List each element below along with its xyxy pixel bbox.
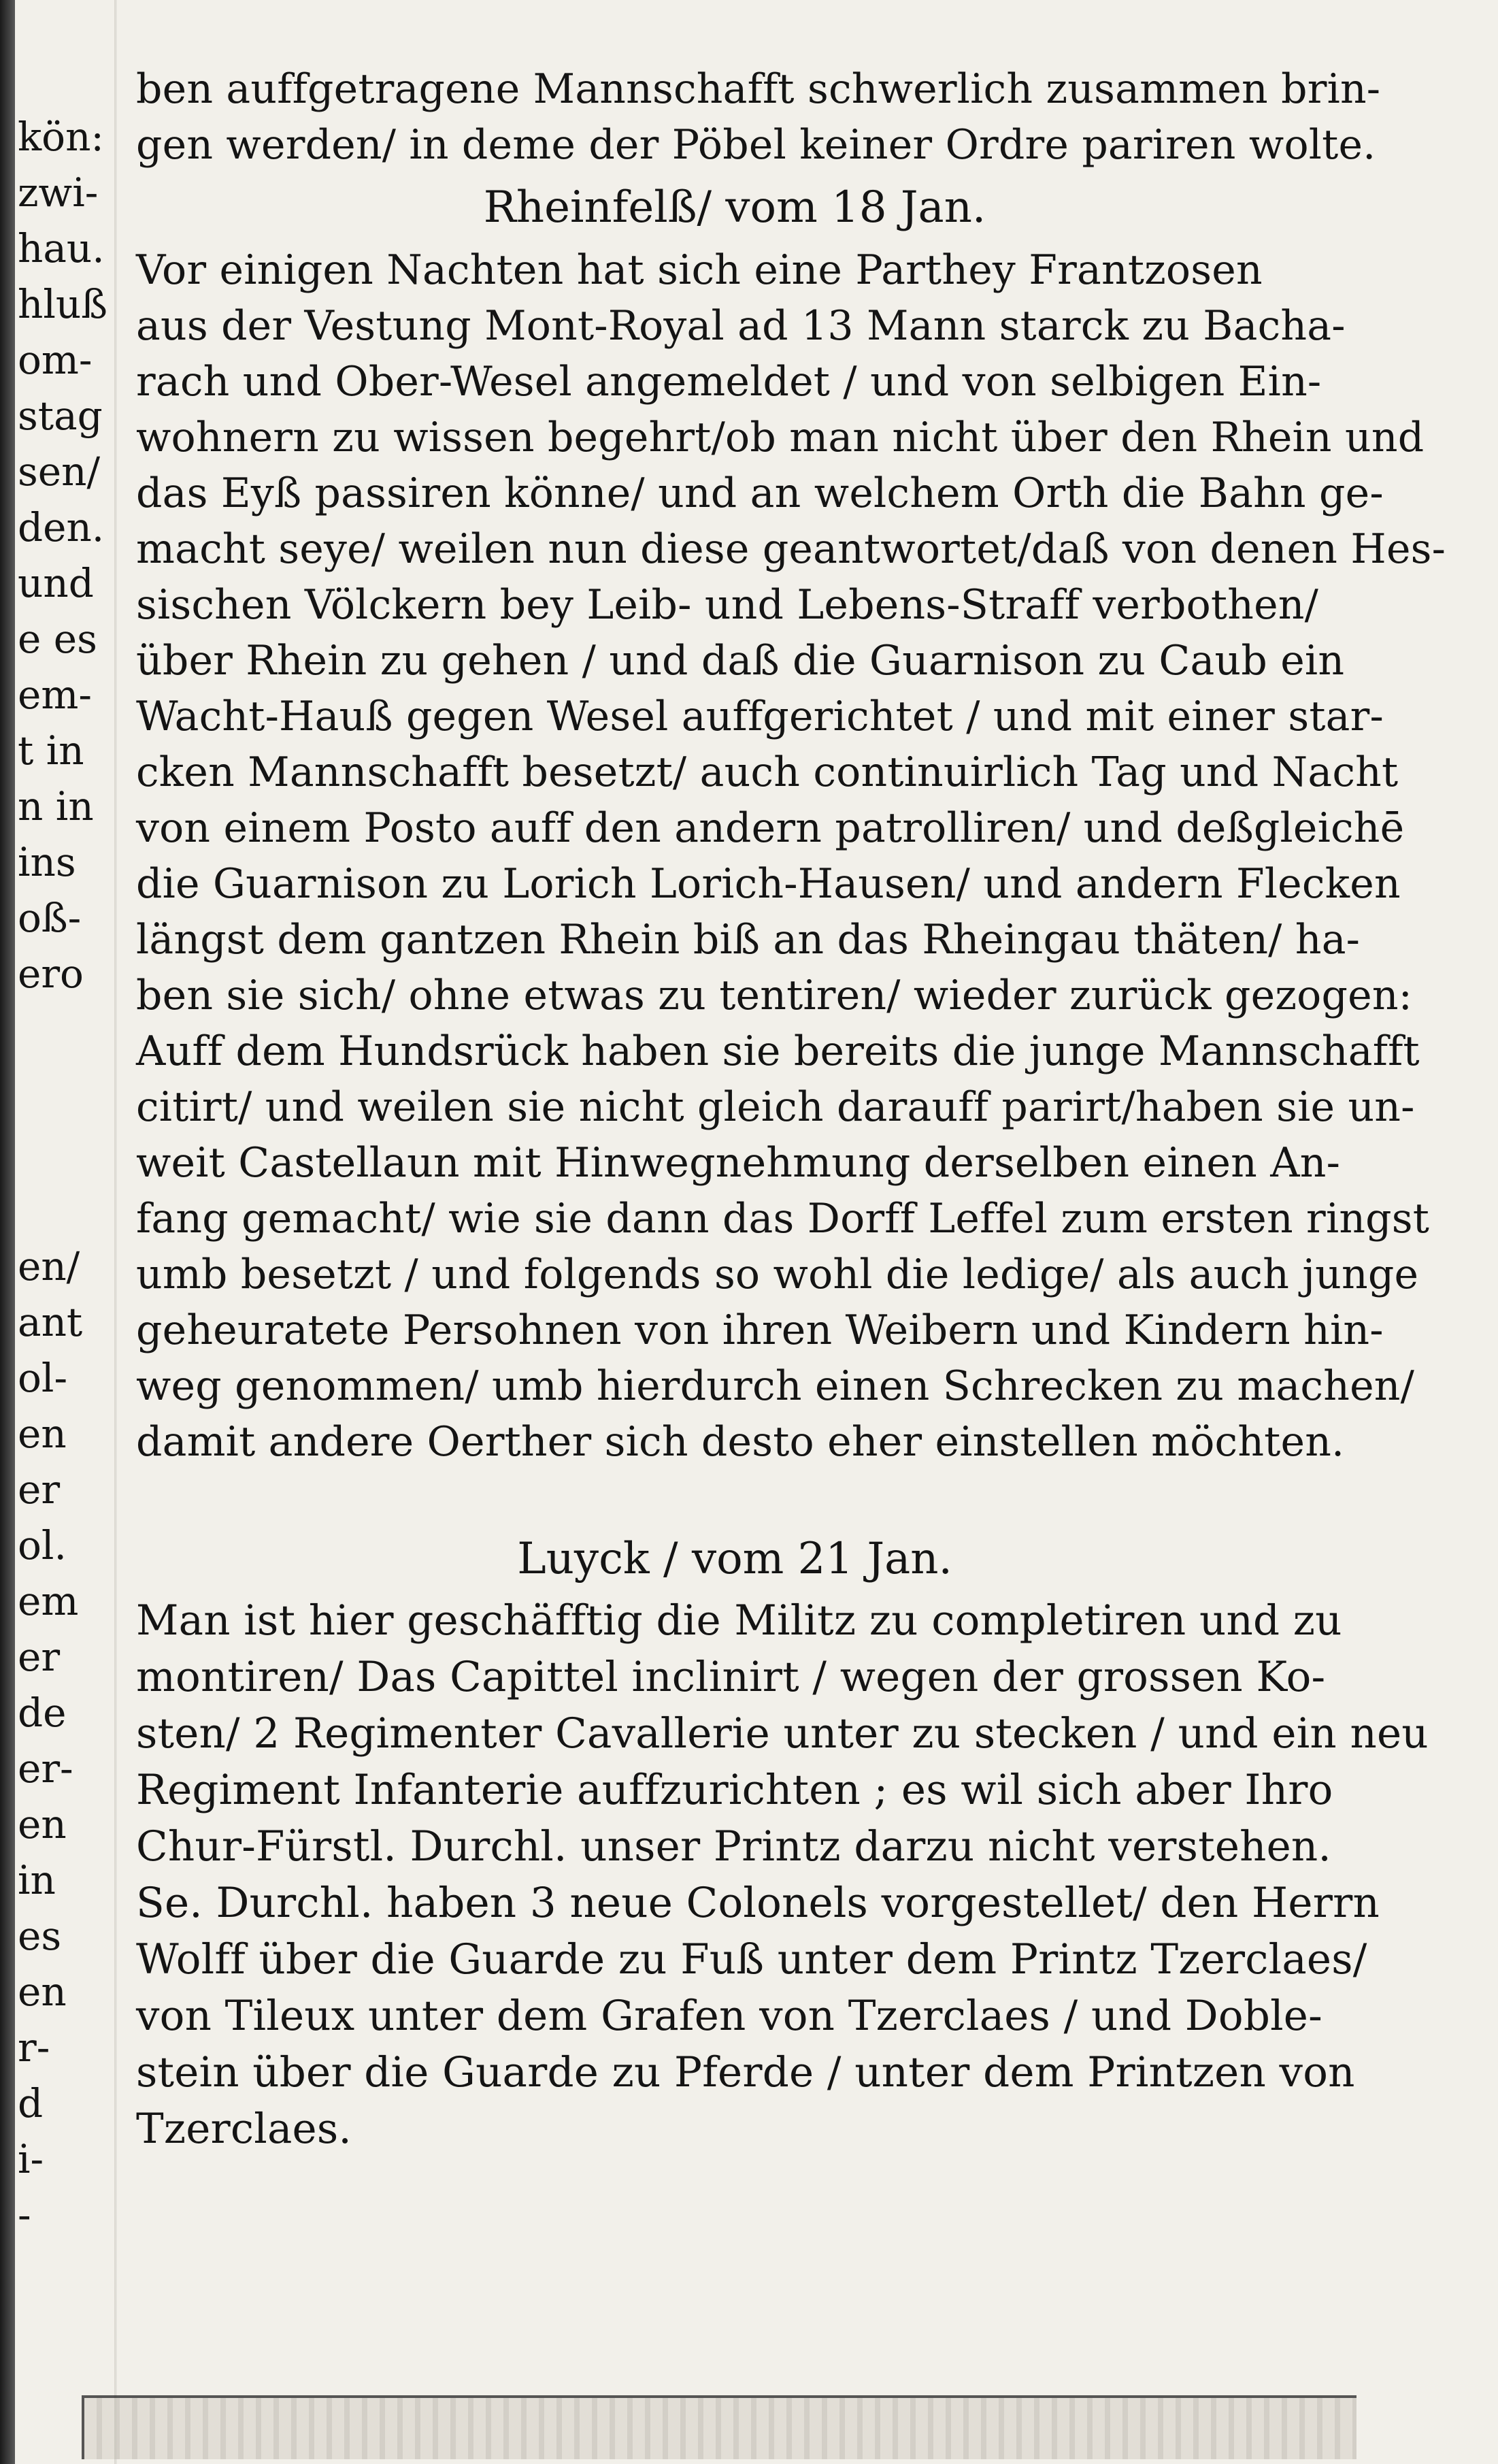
text-line: das Eyß passiren könne/ und an welchem Orth die Bahn ge- xyxy=(136,470,1384,517)
column-fragment: ol- xyxy=(18,1355,68,1401)
text-line: Se. Durchl. haben 3 neue Colonels vorgestellet/ den Herrn xyxy=(136,1879,1380,1927)
column-fragment: oß- xyxy=(18,895,82,941)
text-line: weit Castellaun mit Hinwegnehmung derselben einen An- xyxy=(136,1139,1341,1187)
text-line: Chur-Fürstl. Durchl. unser Printz darzu nicht verstehen. xyxy=(136,1822,1331,1871)
fragment-gap xyxy=(18,1002,113,1238)
adjacent-column-fragments xyxy=(18,109,113,2243)
text-line: Tzerclaes. xyxy=(136,2105,352,2153)
text-line: die Guarnison zu Lorich Lorich-Hausen/ und andern Flecken xyxy=(136,860,1401,908)
column-fragment: er- xyxy=(18,1745,73,1792)
text-line: längst dem gantzen Rhein biß an das Rheingau thäten/ ha- xyxy=(136,916,1361,964)
column-fragment: kön: xyxy=(18,114,104,160)
text-line: citirt/ und weilen sie nicht gleich darauff parirt/haben sie un- xyxy=(136,1083,1415,1131)
article-rheinfels xyxy=(136,177,1446,1470)
column-fragment: n in xyxy=(18,783,94,829)
column-fragment: er xyxy=(18,1634,61,1680)
text-line: Auff dem Hundsrück haben sie bereits die junge Mannschafft xyxy=(136,1028,1420,1075)
text-line: weg genommen/ umb hierdurch einen Schrecken zu machen/ xyxy=(136,1362,1415,1410)
column-fragment: de xyxy=(18,1690,67,1736)
intro-text xyxy=(136,61,1388,173)
text-line: aus der Vestung Mont-Royal ad 13 Mann starck zu Bacha- xyxy=(136,302,1346,350)
column-fragment: es xyxy=(18,1913,62,1959)
column-fragment: stag xyxy=(18,393,103,439)
column-fragment: ero xyxy=(18,951,84,997)
text-line: sten/ 2 Regimenter Cavallerie unter zu stecken / und ein neu xyxy=(136,1709,1429,1758)
intro-line: gen werden/ in deme der Pöbel keiner Ordre pariren wolte. xyxy=(136,121,1376,169)
text-line: von Tileux unter dem Grafen von Tzerclaes / und Doble- xyxy=(136,1992,1322,2040)
main-column xyxy=(136,61,1446,2157)
text-line: stein über die Guarde zu Pferde / unter dem Printzen von xyxy=(136,2048,1355,2097)
text-line: montiren/ Das Capittel inclinirt / wegen der grossen Ko- xyxy=(136,1653,1326,1701)
article-body xyxy=(136,1592,1429,2157)
column-fragment: ant xyxy=(18,1299,83,1345)
text-line: Regiment Infanterie auffzurichten ; es wil sich aber Ihro xyxy=(136,1766,1333,1814)
text-line: umb besetzt / und folgends so wohl die ledige/ als auch junge xyxy=(136,1251,1419,1298)
text-line: cken Mannschafft besetzt/ auch continuirlich Tag und Nacht xyxy=(136,749,1399,796)
text-line: Man ist hier geschäfftig die Militz zu completiren und zu xyxy=(136,1596,1342,1645)
column-fragment: d xyxy=(18,2080,44,2126)
text-line: Wacht-Hauß gegen Wesel auffgerichtet / und mit einer star- xyxy=(136,693,1384,740)
column-fragment: e es xyxy=(18,616,97,662)
column-fragment: en/ xyxy=(18,1243,80,1290)
text-line: ben sie sich/ ohne etwas zu tentiren/ wieder zurück gezogen: xyxy=(136,972,1413,1019)
column-fragment: r- xyxy=(18,2024,50,2071)
column-fragment: om- xyxy=(18,337,93,383)
column-fragment: en xyxy=(18,1801,67,1847)
column-fragment: den. xyxy=(18,504,105,551)
dateline-heading: Luyck / vom 21 Jan. xyxy=(517,1534,952,1584)
column-fragment: em- xyxy=(18,672,92,718)
dateline-heading: Rheinfelß/ vom 18 Jan. xyxy=(483,182,986,233)
binding-gutter xyxy=(0,0,15,2464)
column-fragment: sen/ xyxy=(18,448,100,495)
column-fragment: hau. xyxy=(18,225,105,272)
page-bottom-edge xyxy=(82,2395,1356,2459)
text-line: fang gemacht/ wie sie dann das Dorff Leffel zum ersten ringst xyxy=(136,1195,1430,1243)
column-fragment: ins xyxy=(18,839,76,885)
column-fragment: in xyxy=(18,1857,56,1903)
text-line: sischen Völckern bey Leib- und Lebens-Straff verbothen/ xyxy=(136,581,1319,629)
text-line: Vor einigen Nachten hat sich eine Parthey Frantzosen xyxy=(136,246,1263,294)
column-fragment: i- xyxy=(18,2136,44,2182)
column-fold-line xyxy=(114,0,117,2464)
column-fragment: t in xyxy=(18,727,84,774)
column-fragment: zwi- xyxy=(18,169,99,216)
column-fragment: er xyxy=(18,1466,61,1513)
text-line: von einem Posto auff den andern patrolliren/ und deßgleichē xyxy=(136,804,1405,852)
text-line: wohnern zu wissen begehrt/ob man nicht über den Rhein und xyxy=(136,414,1425,461)
column-fragment: ol. xyxy=(18,1522,67,1568)
text-line: geheuratete Persohnen von ihren Weibern und Kindern hin- xyxy=(136,1307,1384,1354)
column-fragment: - xyxy=(18,2192,31,2238)
text-line: rach und Ober-Wesel angemeldet / und von selbigen Ein- xyxy=(136,358,1322,406)
column-fragment: hluß xyxy=(18,281,108,327)
intro-line: ben auffgetragene Mannschafft schwerlich zusammen brin- xyxy=(136,65,1381,113)
article-body xyxy=(136,242,1446,1470)
text-line: Wolff über die Guarde zu Fuß unter dem Printz Tzerclaes/ xyxy=(136,1935,1367,1984)
text-line: über Rhein zu gehen / und daß die Guarnison zu Caub ein xyxy=(136,637,1345,685)
article-luyck xyxy=(136,1528,1429,2157)
column-fragment: en xyxy=(18,1969,67,2015)
text-line: damit andere Oerther sich desto eher einstellen möchten. xyxy=(136,1418,1345,1466)
text-line: macht seye/ weilen nun diese geantwortet/daß von denen Hes- xyxy=(136,525,1446,573)
column-fragment: em xyxy=(18,1578,79,1624)
column-fragment: en xyxy=(18,1411,67,1457)
column-fragment: und xyxy=(18,560,94,606)
